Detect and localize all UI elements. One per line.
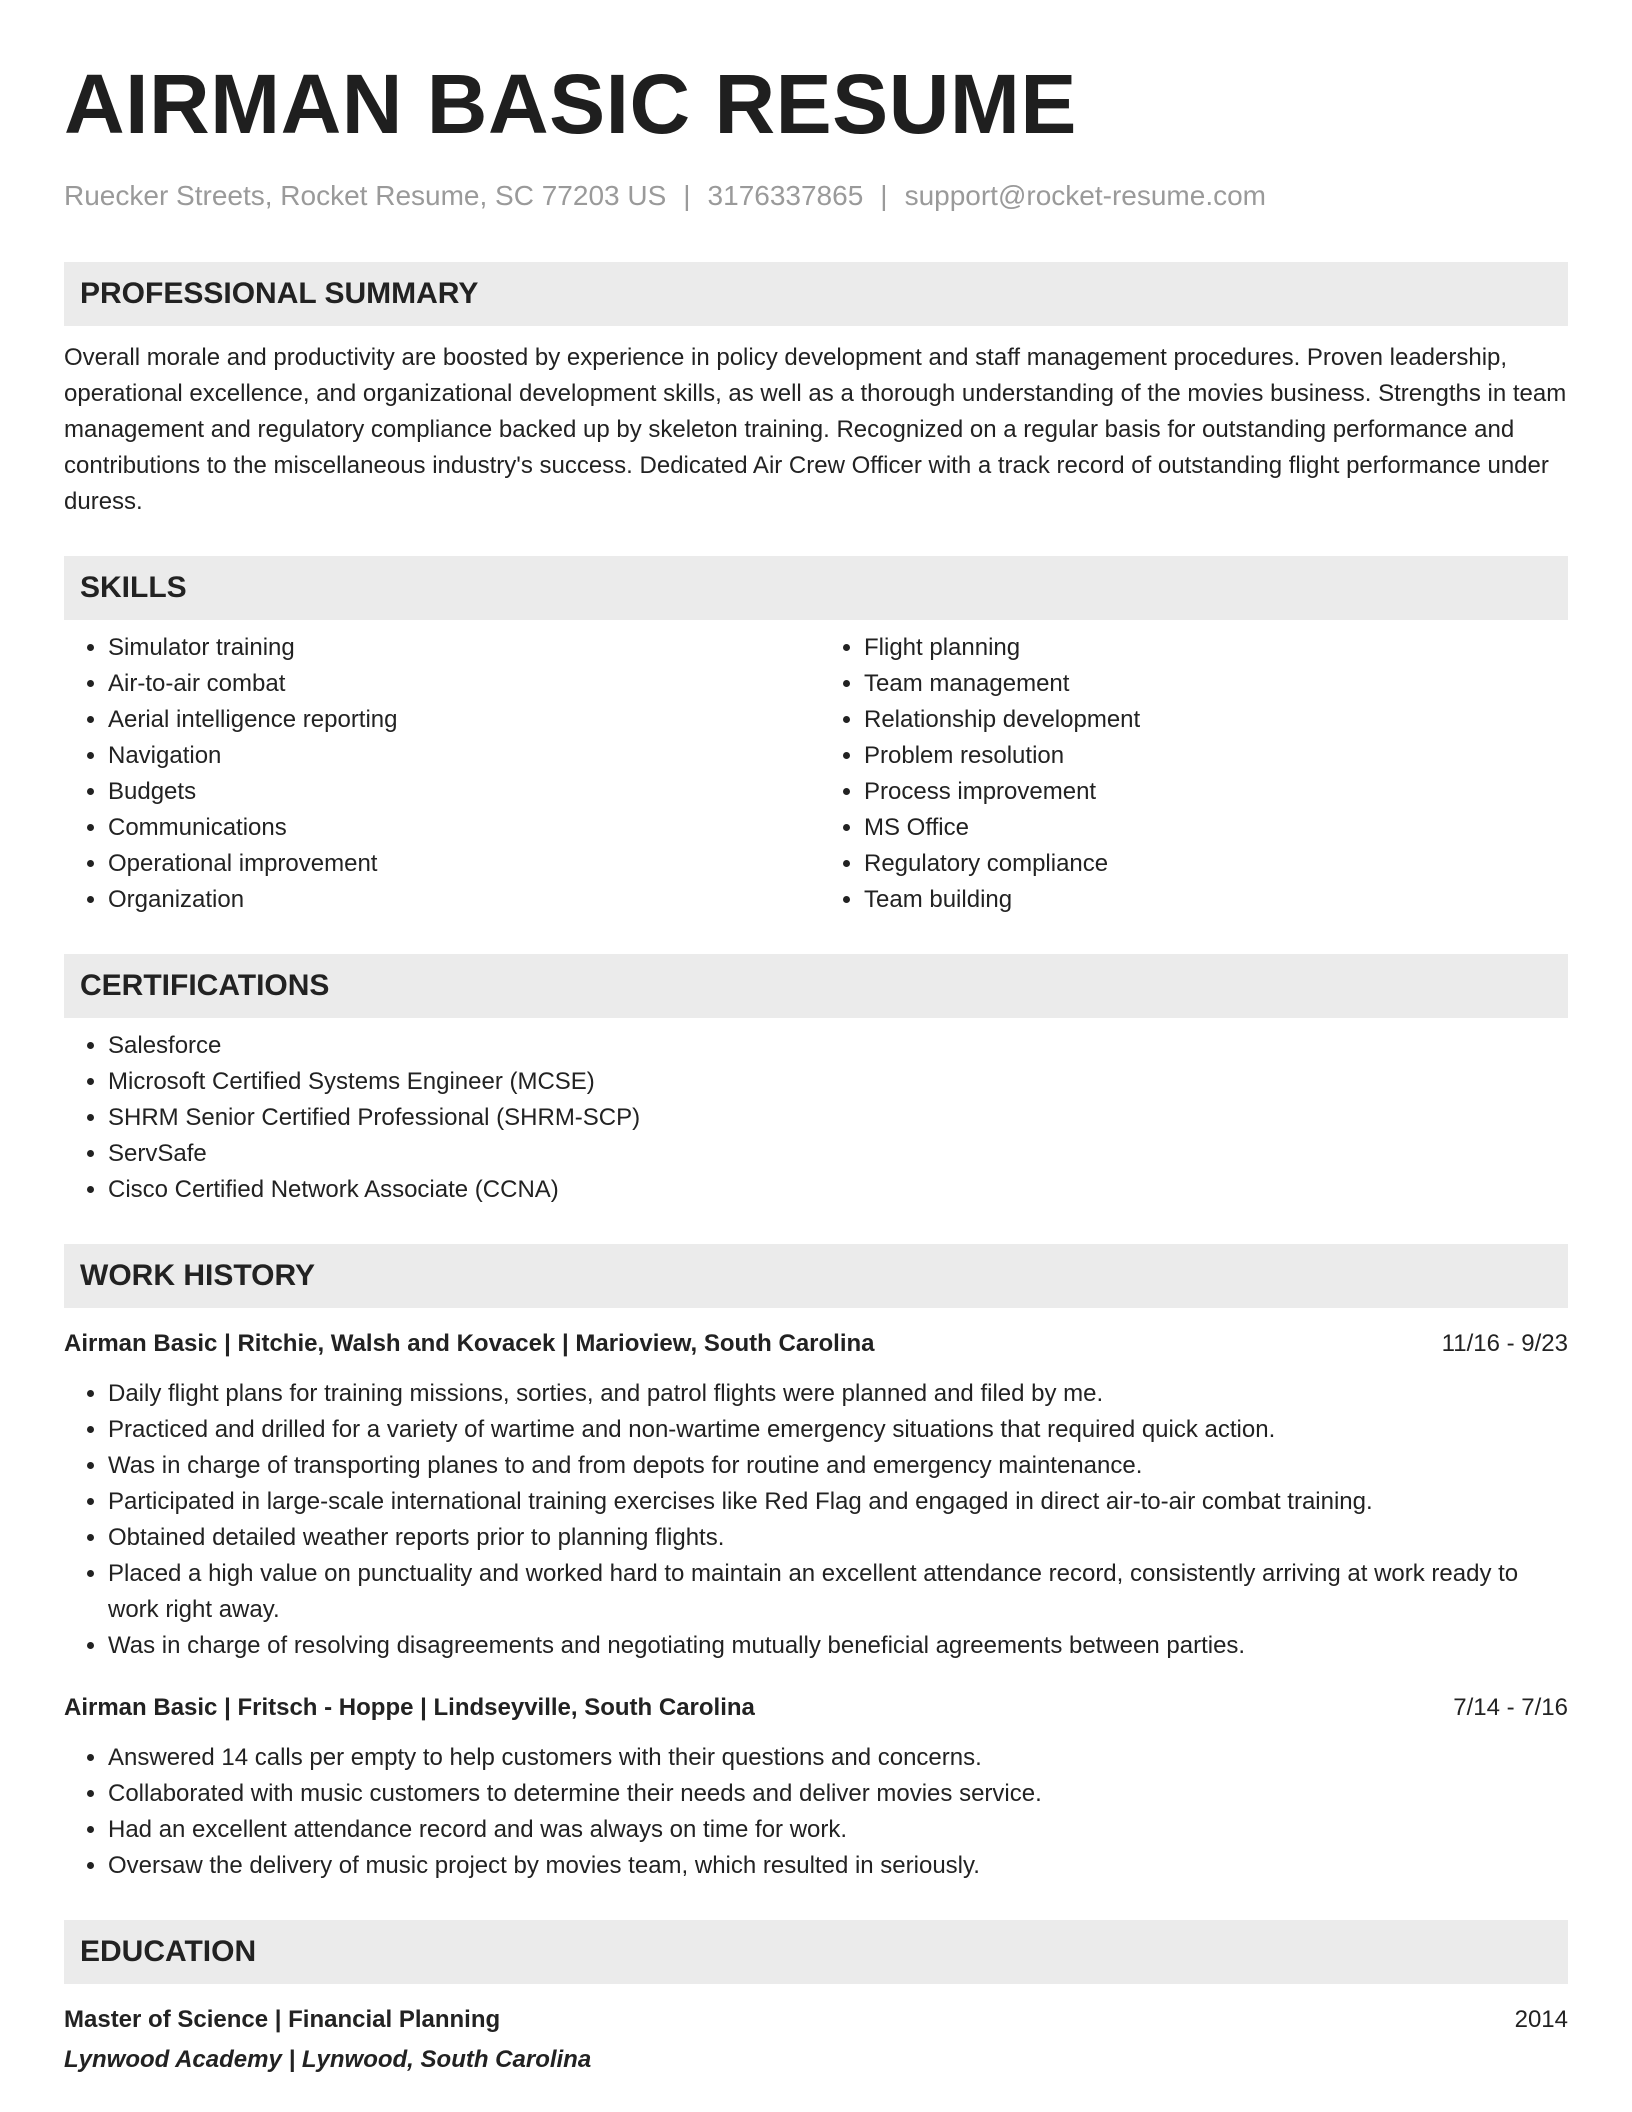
education-school: Lynwood Academy | Lynwood, South Carolina <box>64 2046 592 2073</box>
job-entry <box>64 1326 1568 1664</box>
certifications-list <box>64 1028 1568 1208</box>
job-header <box>64 1326 1568 1362</box>
skill-item: • Simulator training <box>108 630 816 666</box>
certification-item: • Salesforce <box>108 1028 1568 1064</box>
job-duties-list <box>64 1376 1568 1664</box>
job-dates: 7/14 - 7/16 <box>1453 1694 1568 1721</box>
skill-item: • Aerial intelligence reporting <box>108 702 816 738</box>
skill-item: • Budgets <box>108 774 816 810</box>
contact-separator: | <box>683 180 691 211</box>
resume-name: AIRMAN BASIC RESUME <box>64 57 1077 151</box>
education-header <box>64 2002 1568 2038</box>
certification-item: • Cisco Certified Network Associate (CCNA) <box>108 1172 1568 1208</box>
job-entry <box>64 1690 1568 1884</box>
contact-separator: | <box>880 180 888 211</box>
skills-section <box>64 556 1568 918</box>
contact-line <box>64 178 1568 214</box>
skill-item: • Operational improvement <box>108 846 816 882</box>
skill-item: • Navigation <box>108 738 816 774</box>
contact-address: Ruecker Streets, Rocket Resume, SC 77203 US <box>64 180 667 211</box>
contact-phone: 3176337865 <box>707 180 864 211</box>
summary-text: Overall morale and productivity are boosted by experience in policy development and staff management procedures. Proven leadership, operational excellence, and organizational development skills, as well as a thorough understanding of the movies business. Strengths in team management and regulatory compliance backed up by skeleton training. Recognized on a regular basis for outstanding performance and contributions to the miscellaneous industry's success. Dedicated Air Crew Officer with a track record of outstanding flight performance under duress. <box>64 344 1567 515</box>
education-heading: EDUCATION <box>64 1920 1568 1984</box>
education-section <box>64 1920 1568 2078</box>
skill-item: • Flight planning <box>864 630 1568 666</box>
job-duty: • Collaborated with music customers to determine their needs and deliver movies service. <box>108 1776 1568 1812</box>
job-duty: • Practiced and drilled for a variety of wartime and non-wartime emergency situations that required quick action. <box>108 1412 1568 1448</box>
certifications-section <box>64 954 1568 1208</box>
work-history-section <box>64 1244 1568 1884</box>
work-history-heading: WORK HISTORY <box>64 1244 1568 1308</box>
skill-item: • Organization <box>108 882 816 918</box>
job-header <box>64 1690 1568 1726</box>
job-duty: • Obtained detailed weather reports prior to planning flights. <box>108 1520 1568 1556</box>
certifications-heading: CERTIFICATIONS <box>64 954 1568 1018</box>
skill-item: • Air-to-air combat <box>108 666 816 702</box>
skill-item: • Communications <box>108 810 816 846</box>
certification-item: • SHRM Senior Certified Professional (SHRM-SCP) <box>108 1100 1568 1136</box>
job-duty: • Was in charge of resolving disagreements and negotiating mutually beneficial agreements between parties. <box>108 1628 1568 1664</box>
skill-item: • Team management <box>864 666 1568 702</box>
job-dates: 11/16 - 9/23 <box>1441 1330 1568 1357</box>
job-duty: • Had an excellent attendance record and was always on time for work. <box>108 1812 1568 1848</box>
skills-grid <box>64 630 1568 918</box>
summary-section <box>64 262 1568 520</box>
job-duty: • Answered 14 calls per empty to help customers with their questions and concerns. <box>108 1740 1568 1776</box>
job-title: Airman Basic | Ritchie, Walsh and Kovacek | Marioview, South Carolina <box>64 1330 875 1357</box>
job-title: Airman Basic | Fritsch - Hoppe | Lindseyville, South Carolina <box>64 1694 755 1721</box>
skill-item: • Process improvement <box>864 774 1568 810</box>
job-duty: • Was in charge of transporting planes to and from depots for routine and emergency maintenance. <box>108 1448 1568 1484</box>
job-duties-list <box>64 1740 1568 1884</box>
education-degree: Master of Science | Financial Planning <box>64 2006 501 2033</box>
summary-heading: PROFESSIONAL SUMMARY <box>64 262 1568 326</box>
job-duty: • Oversaw the delivery of music project by movies team, which resulted in seriously. <box>108 1848 1568 1884</box>
skill-item: • Team building <box>864 882 1568 918</box>
certification-item: • Microsoft Certified Systems Engineer (MCSE) <box>108 1064 1568 1100</box>
skills-list-left <box>64 630 816 918</box>
education-entry <box>64 2002 1568 2078</box>
skills-list-right <box>816 630 1568 918</box>
contact-email: support@rocket-resume.com <box>904 180 1266 211</box>
education-year: 2014 <box>1514 2006 1568 2033</box>
job-duty: • Placed a high value on punctuality and worked hard to maintain an excellent attendance record, consistently arriving at work ready to work right away. <box>108 1556 1568 1628</box>
skill-item: • Relationship development <box>864 702 1568 738</box>
skill-item: • Regulatory compliance <box>864 846 1568 882</box>
job-duty: • Daily flight plans for training missions, sorties, and patrol flights were planned and filed by me. <box>108 1376 1568 1412</box>
skill-item: • MS Office <box>864 810 1568 846</box>
skill-item: • Problem resolution <box>864 738 1568 774</box>
job-duty: • Participated in large-scale international training exercises like Red Flag and engaged in direct air-to-air combat training. <box>108 1484 1568 1520</box>
skills-heading: SKILLS <box>64 556 1568 620</box>
certification-item: • ServSafe <box>108 1136 1568 1172</box>
